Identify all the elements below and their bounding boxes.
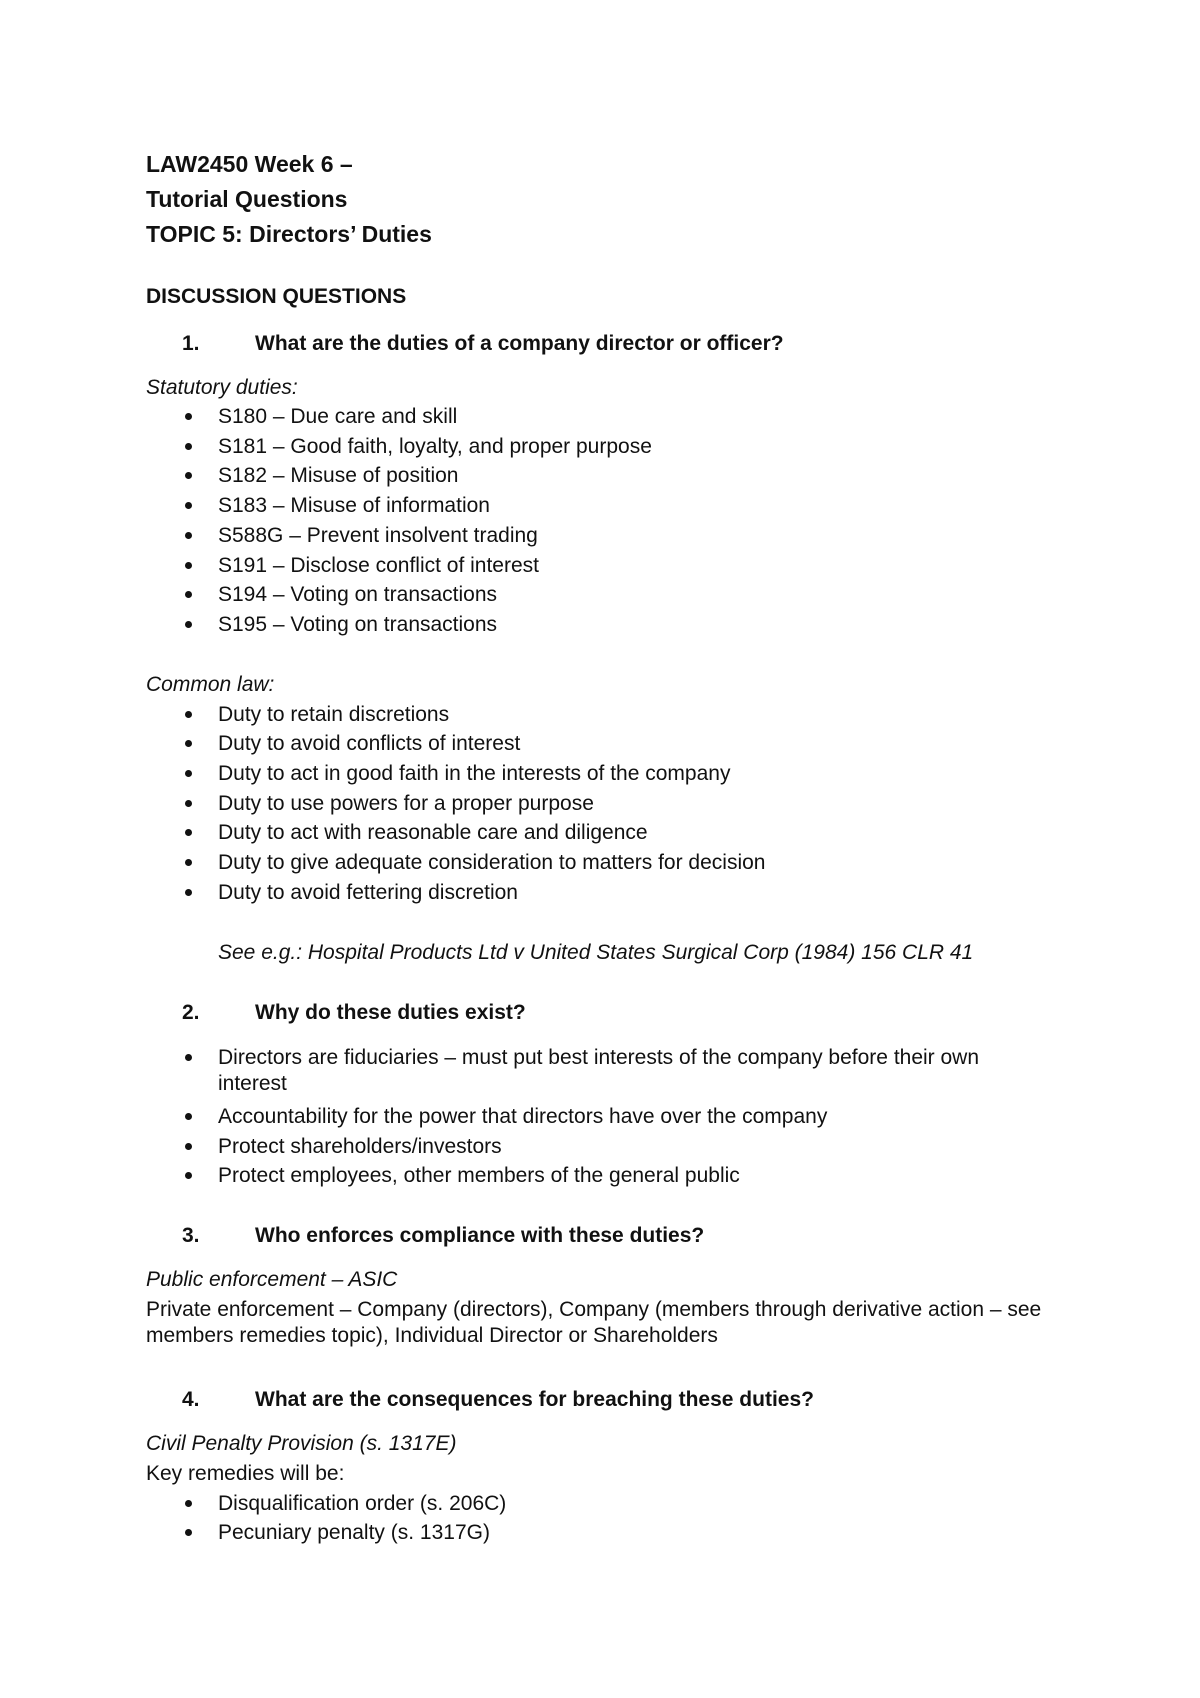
q1-text: What are the duties of a company director or officer?	[255, 332, 784, 355]
bullet-icon	[185, 1500, 192, 1507]
document-page: LAW2450 Week 6 – Tutorial Questions TOPIC 5: Directors’ Duties DISCUSSION QUESTIONS 1. What are the duties of a company director or officer? Statutory duties: S180 – Due care and skill S181 – Good faith, loyalty, and proper purpose S182 – Misuse of position S183 – Misuse of information S588G – Prevent insolvent trading S191 – Disclose conflict of interest S194 – Voting on transactions S195 – Voting on transactions Common law: Duty to retain discretions Duty to avoid conflicts of interest Duty to act in good faith in the interests of the company Duty to use powers for a proper purpose Duty to act with reasonable care and diligence Duty to give adequate consideration to matters for decision Duty to avoid fettering discretion See e.g.: Hospital Products Ltd v United States Surgical Corp (1984) 156 CLR 41 2. Why do these duties exist? Directors are fiduciaries – must put best interests of the company before their own interest Accountability for the power that directors have over the company Protect shareholders/investors Protect employees, other members of the general public 3. Who enforces compliance with these duties? Public enforcement – ASIC Private enforcement – Company (directors), Company (members through derivative action – see members remedies topic), Individual Director or Shareholders 4. What are the consequences for breaching these duties? Civil Penalty Provision (s. 1317E) Key remedies will be: Disqualification order (s. 206C) Pecuniary penalty (s. 1317G)	[0, 0, 1200, 1698]
common-law-label: Common law:	[146, 673, 275, 696]
bullet-icon	[185, 1113, 192, 1120]
q4-number: 4.	[182, 1388, 200, 1411]
bullet-icon	[185, 1529, 192, 1536]
bullet-icon	[185, 532, 192, 539]
bullet-icon	[185, 621, 192, 628]
q1-number: 1.	[182, 332, 200, 355]
bullet-icon	[185, 1054, 192, 1061]
bullet-icon	[185, 591, 192, 598]
bullet-icon	[185, 889, 192, 896]
bullet-icon	[185, 472, 192, 479]
civil-penalty-provision: Civil Penalty Provision (s. 1317E)	[146, 1432, 457, 1455]
bullet-icon	[185, 800, 192, 807]
q3-number: 3.	[182, 1224, 200, 1247]
bullet-icon	[185, 1172, 192, 1179]
bullet-icon	[185, 413, 192, 420]
bullet-icon	[185, 502, 192, 509]
bullet-icon	[185, 1143, 192, 1150]
bullet-icon	[185, 770, 192, 777]
doc-title-line-3: TOPIC 5: Directors’ Duties	[146, 221, 432, 247]
bullet-icon	[185, 711, 192, 718]
statutory-label: Statutory duties:	[146, 376, 298, 399]
private-enforcement: Private enforcement – Company (directors), Company (members through derivative action – see members remedies topic), Individual Director or Shareholders	[146, 1298, 1042, 1347]
doc-title-line-2: Tutorial Questions	[146, 186, 348, 212]
bullet-icon	[185, 740, 192, 747]
bullet-icon	[185, 859, 192, 866]
section-title: DISCUSSION QUESTIONS	[146, 285, 407, 308]
q2-number: 2.	[182, 1001, 200, 1024]
bullet-icon	[185, 829, 192, 836]
doc-title-line-1: LAW2450 Week 6 –	[146, 151, 353, 177]
public-enforcement: Public enforcement – ASIC	[146, 1268, 398, 1291]
q3-text: Who enforces compliance with these duties?	[255, 1224, 705, 1247]
bullet-icon	[185, 562, 192, 569]
q4-text: What are the consequences for breaching these duties?	[255, 1388, 814, 1411]
bullet-icon	[185, 443, 192, 450]
case-reference: See e.g.: Hospital Products Ltd v United States Surgical Corp (1984) 156 CLR 41	[218, 941, 974, 964]
key-remedies-label: Key remedies will be:	[146, 1462, 345, 1485]
q2-text: Why do these duties exist?	[255, 1001, 526, 1024]
